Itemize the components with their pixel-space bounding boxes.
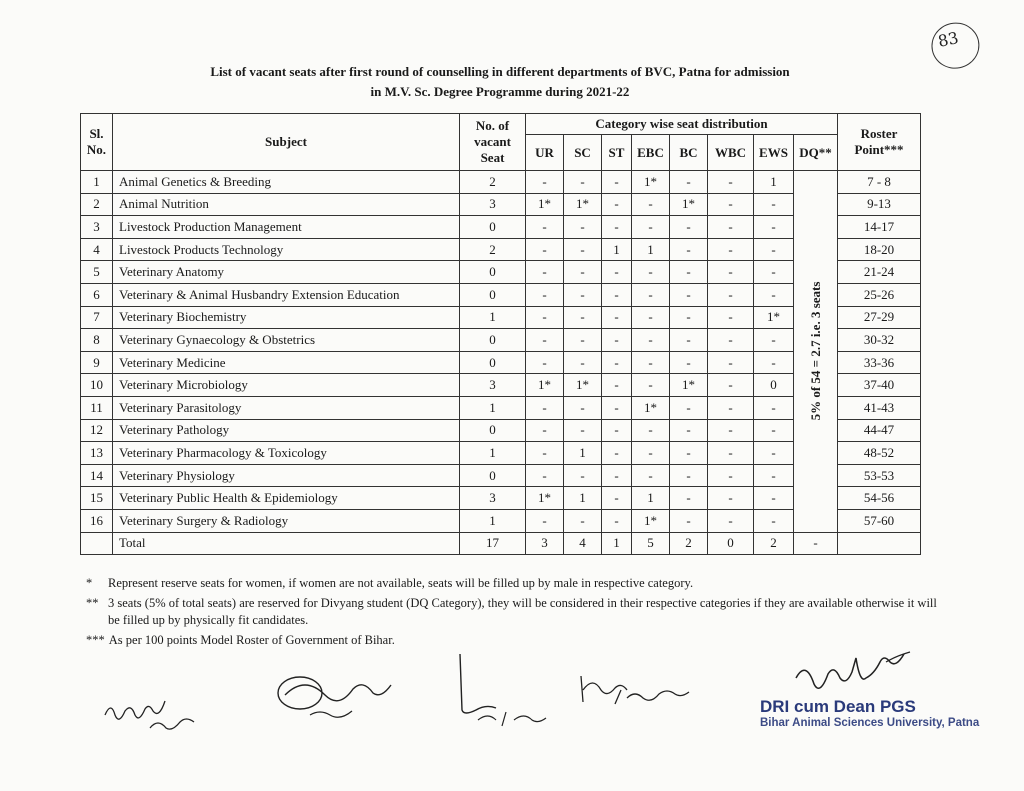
signatory-title: DRI cum Dean PGS: [760, 697, 916, 716]
signature-2: [270, 665, 410, 725]
cell-roster: 41-43: [838, 396, 921, 419]
cell-bc: -: [670, 306, 708, 329]
cell-ews: -: [754, 261, 794, 284]
cell-ews: -: [754, 193, 794, 216]
cell-bc: -: [670, 329, 708, 352]
cell-sc: -: [564, 283, 602, 306]
cell-roster: 30-32: [838, 329, 921, 352]
total-ur: 3: [526, 532, 564, 555]
cell-bc: 1*: [670, 374, 708, 397]
signatory-org: Bihar Animal Sciences University, Patna: [760, 717, 980, 729]
cell-sl: 14: [81, 464, 113, 487]
cell-ews: -: [754, 283, 794, 306]
cell-vacant: 0: [460, 351, 526, 374]
cell-wbc: -: [708, 442, 754, 465]
vacant-seats-table: [80, 113, 921, 555]
cell-vacant: 0: [460, 419, 526, 442]
total-ews: 2: [754, 532, 794, 555]
cell-ur: -: [526, 509, 564, 532]
cell-bc: -: [670, 238, 708, 261]
cell-wbc: -: [708, 509, 754, 532]
cell-wbc: -: [708, 487, 754, 510]
cell-ews: -: [754, 442, 794, 465]
cell-ur: 1*: [526, 193, 564, 216]
cell-ebc: -: [632, 329, 670, 352]
page-number-mark: 83: [936, 28, 960, 51]
col-header-category-group: Category wise seat distribution: [526, 114, 838, 135]
cell-bc: -: [670, 464, 708, 487]
footnote-2: [86, 595, 946, 629]
cell-subject: Livestock Products Technology: [113, 238, 460, 261]
cell-wbc: -: [708, 351, 754, 374]
cell-sl: 2: [81, 193, 113, 216]
cell-st: -: [602, 509, 632, 532]
footnote-mark: **: [86, 596, 99, 610]
cell-ebc: 1*: [632, 396, 670, 419]
cell-roster: 7 - 8: [838, 171, 921, 194]
total-label: Total: [113, 532, 460, 555]
cell-subject: Veterinary Gynaecology & Obstetrics: [113, 329, 460, 352]
cell-ews: -: [754, 509, 794, 532]
cell-vacant: 1: [460, 306, 526, 329]
cell-subject: Animal Genetics & Breeding: [113, 171, 460, 194]
cell-dq-merged: [794, 171, 838, 533]
cell-bc: -: [670, 419, 708, 442]
total-dq: -: [794, 532, 838, 555]
cell-bc: -: [670, 171, 708, 194]
cell-wbc: -: [708, 374, 754, 397]
footnote-text: 3 seats (5% of total seats) are reserved for Divyang student (DQ Category), they will be considered in their respective categories if they are available otherwise it will be filled up by physically fit candidates.: [108, 596, 937, 627]
cell-subject: Veterinary Public Health & Epidemiology: [113, 487, 460, 510]
cell-sl: 6: [81, 283, 113, 306]
total-ebc: 5: [632, 532, 670, 555]
cell-bc: -: [670, 283, 708, 306]
cell-roster: 37-40: [838, 374, 921, 397]
cell-sl: 16: [81, 509, 113, 532]
cell-ur: -: [526, 351, 564, 374]
cell-sl: 5: [81, 261, 113, 284]
cell-st: -: [602, 283, 632, 306]
total-bc: 2: [670, 532, 708, 555]
cell-vacant: 0: [460, 283, 526, 306]
col-header-bc: BC: [670, 135, 708, 171]
total-sc: 4: [564, 532, 602, 555]
dean-signature: [790, 648, 920, 703]
cell-ur: -: [526, 216, 564, 239]
col-header-ur: UR: [526, 135, 564, 171]
cell-sc: 1*: [564, 193, 602, 216]
cell-sc: -: [564, 171, 602, 194]
cell-sl: 10: [81, 374, 113, 397]
cell-st: -: [602, 329, 632, 352]
cell-st: -: [602, 396, 632, 419]
cell-sc: 1: [564, 487, 602, 510]
col-header-wbc: WBC: [708, 135, 754, 171]
cell-bc: -: [670, 396, 708, 419]
cell-roster: 27-29: [838, 306, 921, 329]
cell-subject: Veterinary Surgery & Radiology: [113, 509, 460, 532]
cell-roster: 18-20: [838, 238, 921, 261]
col-header-ews: EWS: [754, 135, 794, 171]
cell-sc: -: [564, 216, 602, 239]
cell-sl: 9: [81, 351, 113, 374]
cell-ur: -: [526, 171, 564, 194]
document-title: [150, 62, 850, 102]
cell-ur: -: [526, 464, 564, 487]
cell-subject: Veterinary Biochemistry: [113, 306, 460, 329]
cell-sl: 8: [81, 329, 113, 352]
cell-sc: -: [564, 261, 602, 284]
cell-st: -: [602, 351, 632, 374]
col-header-vacant: No. of vacant Seat: [460, 114, 526, 171]
cell-st: -: [602, 261, 632, 284]
cell-subject: Livestock Production Management: [113, 216, 460, 239]
cell-ur: -: [526, 396, 564, 419]
cell-st: -: [602, 442, 632, 465]
cell-sl: 11: [81, 396, 113, 419]
col-header-sl: Sl. No.: [81, 114, 113, 171]
cell-ebc: -: [632, 306, 670, 329]
cell-vacant: 1: [460, 509, 526, 532]
cell-st: -: [602, 419, 632, 442]
cell-sl: 12: [81, 419, 113, 442]
cell-subject: Veterinary Pathology: [113, 419, 460, 442]
cell-bc: -: [670, 216, 708, 239]
col-header-dq: DQ**: [794, 135, 838, 171]
cell-ews: -: [754, 216, 794, 239]
cell-wbc: -: [708, 396, 754, 419]
cell-ur: 1*: [526, 374, 564, 397]
cell-subject: Animal Nutrition: [113, 193, 460, 216]
cell-st: -: [602, 464, 632, 487]
footnote-text: As per 100 points Model Roster of Government of Bihar.: [108, 633, 395, 647]
cell-wbc: -: [708, 306, 754, 329]
cell-st: 1: [602, 238, 632, 261]
cell-ur: -: [526, 306, 564, 329]
cell-roster: 9-13: [838, 193, 921, 216]
cell-roster: 44-47: [838, 419, 921, 442]
total-wbc: 0: [708, 532, 754, 555]
cell-st: -: [602, 306, 632, 329]
cell-sl: 3: [81, 216, 113, 239]
cell-sc: 1: [564, 442, 602, 465]
col-header-subject: Subject: [113, 114, 460, 171]
title-line-2: in M.V. Sc. Degree Programme during 2021-22: [370, 84, 630, 99]
signatory-block: [760, 697, 979, 729]
cell-ews: -: [754, 396, 794, 419]
cell-wbc: -: [708, 171, 754, 194]
cell-ur: -: [526, 419, 564, 442]
cell-ebc: -: [632, 283, 670, 306]
cell-sc: -: [564, 419, 602, 442]
cell-wbc: -: [708, 193, 754, 216]
cell-bc: -: [670, 442, 708, 465]
cell-roster: 25-26: [838, 283, 921, 306]
signature-3: [448, 650, 558, 730]
cell-roster: 48-52: [838, 442, 921, 465]
cell-wbc: -: [708, 261, 754, 284]
cell-st: -: [602, 193, 632, 216]
cell-ews: -: [754, 419, 794, 442]
cell-roster: 57-60: [838, 509, 921, 532]
cell-ebc: -: [632, 464, 670, 487]
cell-wbc: -: [708, 216, 754, 239]
cell-st: -: [602, 216, 632, 239]
footnote-text: Represent reserve seats for women, if women are not available, seats will be filled up by male in respective category.: [108, 576, 694, 590]
cell-bc: -: [670, 487, 708, 510]
cell-vacant: 1: [460, 396, 526, 419]
cell-vacant: 3: [460, 487, 526, 510]
header-row-1: [81, 114, 921, 135]
cell-sl: 4: [81, 238, 113, 261]
cell-ebc: -: [632, 374, 670, 397]
footnotes: [86, 575, 946, 652]
cell-sl: 1: [81, 171, 113, 194]
cell-wbc: -: [708, 283, 754, 306]
footnote-mark: *: [86, 576, 93, 590]
cell-wbc: -: [708, 464, 754, 487]
cell-bc: -: [670, 351, 708, 374]
cell-st: -: [602, 374, 632, 397]
cell-ebc: 1: [632, 238, 670, 261]
cell-sc: 1*: [564, 374, 602, 397]
cell-ews: -: [754, 487, 794, 510]
col-header-roster: Roster Point***: [838, 114, 921, 171]
cell-sl: 13: [81, 442, 113, 465]
cell-roster: 33-36: [838, 351, 921, 374]
cell-st: -: [602, 487, 632, 510]
cell-vacant: 2: [460, 171, 526, 194]
col-header-st: ST: [602, 135, 632, 171]
col-header-ebc: EBC: [632, 135, 670, 171]
cell-sl: 7: [81, 306, 113, 329]
footnote-1: [86, 575, 946, 592]
cell-sl: 15: [81, 487, 113, 510]
footnote-mark: ***: [86, 633, 105, 647]
cell-ebc: -: [632, 193, 670, 216]
cell-subject: Veterinary Medicine: [113, 351, 460, 374]
cell-roster: 53-53: [838, 464, 921, 487]
title-line-1: List of vacant seats after first round of counselling in different departments of BVC, Patna for admission: [210, 64, 790, 79]
cell-wbc: -: [708, 419, 754, 442]
cell-ur: -: [526, 329, 564, 352]
total-row: [81, 532, 921, 555]
cell-wbc: -: [708, 238, 754, 261]
cell-roster: 21-24: [838, 261, 921, 284]
cell-ews: 0: [754, 374, 794, 397]
cell-vacant: 0: [460, 464, 526, 487]
cell-ews: -: [754, 351, 794, 374]
cell-subject: Veterinary Anatomy: [113, 261, 460, 284]
signature-1: [100, 690, 210, 735]
cell-ews: -: [754, 329, 794, 352]
cell-wbc: -: [708, 329, 754, 352]
cell-ews: -: [754, 238, 794, 261]
cell-sc: -: [564, 464, 602, 487]
cell-ur: -: [526, 261, 564, 284]
cell-ebc: 1: [632, 487, 670, 510]
cell-subject: Veterinary Physiology: [113, 464, 460, 487]
cell-vacant: 3: [460, 193, 526, 216]
cell-sc: -: [564, 238, 602, 261]
cell-sc: -: [564, 509, 602, 532]
cell-subject: Veterinary Parasitology: [113, 396, 460, 419]
cell-subject: Veterinary Pharmacology & Toxicology: [113, 442, 460, 465]
cell-roster: 14-17: [838, 216, 921, 239]
cell-ur: -: [526, 238, 564, 261]
cell-ur: 1*: [526, 487, 564, 510]
cell-vacant: 1: [460, 442, 526, 465]
cell-sc: -: [564, 329, 602, 352]
footnote-3: [86, 632, 946, 649]
cell-st: -: [602, 171, 632, 194]
cell-vacant: 0: [460, 329, 526, 352]
cell-sc: -: [564, 396, 602, 419]
cell-sc: -: [564, 351, 602, 374]
signature-4: [575, 668, 705, 718]
cell-vacant: 0: [460, 261, 526, 284]
cell-vacant: 3: [460, 374, 526, 397]
cell-ebc: 1*: [632, 509, 670, 532]
col-header-sc: SC: [564, 135, 602, 171]
cell-sc: -: [564, 306, 602, 329]
cell-ebc: -: [632, 216, 670, 239]
cell-ebc: 1*: [632, 171, 670, 194]
total-st: 1: [602, 532, 632, 555]
table-row: [81, 171, 921, 194]
cell-bc: -: [670, 509, 708, 532]
cell-subject: Veterinary Microbiology: [113, 374, 460, 397]
total-vacant: 17: [460, 532, 526, 555]
cell-roster-empty: [838, 532, 921, 555]
dq-seat-note: 5% of 54 = 2.7 i.e. 3 seats: [807, 281, 823, 421]
cell-bc: 1*: [670, 193, 708, 216]
cell-vacant: 0: [460, 216, 526, 239]
cell-ews: 1: [754, 171, 794, 194]
cell-roster: 54-56: [838, 487, 921, 510]
cell-ebc: -: [632, 351, 670, 374]
cell-sl-empty: [81, 532, 113, 555]
cell-ews: -: [754, 464, 794, 487]
cell-ur: -: [526, 283, 564, 306]
cell-ebc: -: [632, 442, 670, 465]
cell-vacant: 2: [460, 238, 526, 261]
cell-ews: 1*: [754, 306, 794, 329]
cell-ebc: -: [632, 419, 670, 442]
cell-bc: -: [670, 261, 708, 284]
table-body: [81, 171, 921, 555]
cell-ebc: -: [632, 261, 670, 284]
cell-subject: Veterinary & Animal Husbandry Extension Education: [113, 283, 460, 306]
cell-ur: -: [526, 442, 564, 465]
